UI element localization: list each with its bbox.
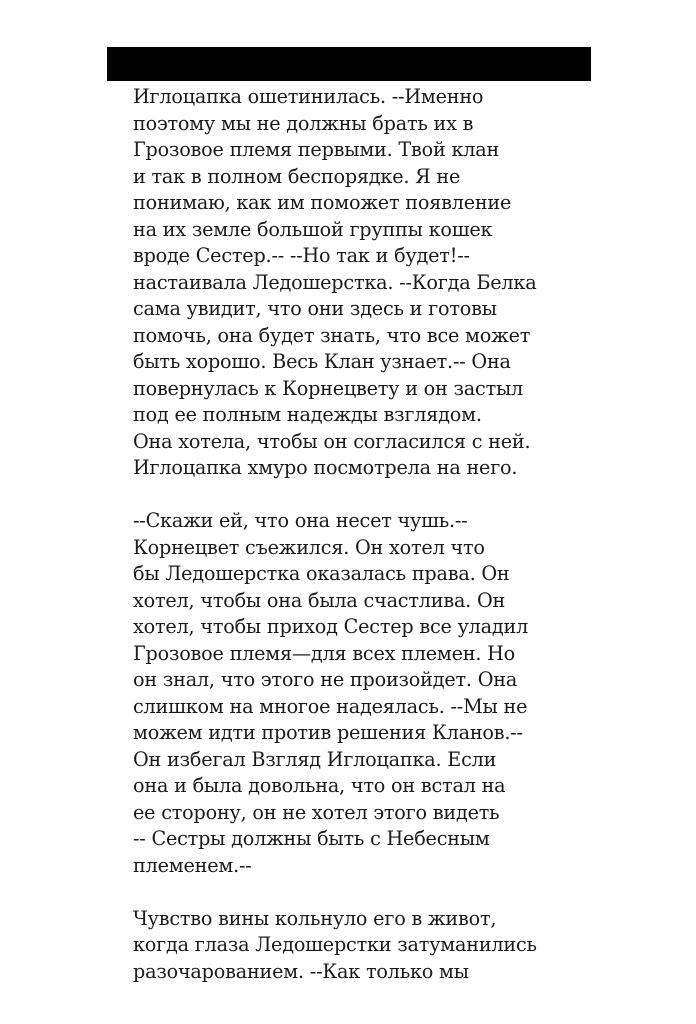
text-line: разочарованием. --Как только мы (133, 959, 469, 983)
text-line: ее сторону, он не хотел этого видеть (133, 800, 500, 824)
paragraph-1 (133, 84, 563, 482)
redaction-bar (107, 47, 591, 81)
text-line: Грозовое племя первыми. Твой клан (133, 138, 500, 161)
text-line: он знал, что этого не произойдет. Она (133, 668, 518, 691)
text-line: племенем.-- (133, 853, 252, 877)
text-line: и так в полном беспорядке. Я не (133, 164, 461, 188)
text-line: бы Ледошерстка оказалась права. Он (133, 562, 510, 585)
text-line: слишком на многое надеялась. --Мы не (133, 694, 528, 718)
document-body (133, 84, 563, 985)
text-line: --Скажи ей, что она несет чушь.-- (133, 509, 468, 532)
paragraph-2 (133, 508, 563, 879)
text-line: на их земле большой группы кошек (133, 217, 493, 241)
text-line: Иглоцапка хмуро посмотрела на него. (133, 456, 518, 479)
text-line: Чувство вины кольнуло его в живот, (133, 906, 497, 930)
text-line: Иглоцапка ошетинилась. --Именно (133, 85, 484, 108)
text-line: можем идти против решения Кланов.-- (133, 721, 523, 744)
text-line: она и была довольна, что он встал на (133, 774, 506, 797)
text-line: хотел, чтобы она была счастлива. Он (133, 588, 506, 612)
text-line: понимаю, как им поможет появление (133, 191, 512, 214)
text-line: поэтому мы не должны брать их в (133, 111, 474, 135)
text-line: под ее полным надежды взглядом. (133, 403, 482, 426)
text-line: помочь, она будет знать, что все может (133, 323, 531, 347)
text-line: когда глаза Ледошерстки затуманились (133, 933, 537, 956)
text-line: быть хорошо. Весь Клан узнает.-- Она (133, 350, 511, 373)
text-line: повернулась к Корнецвету и он застыл (133, 376, 524, 400)
text-line: Он избегал Взгляд Иглоцапка. Если (133, 747, 497, 771)
text-line: хотел, чтобы приход Сестер все уладил (133, 615, 529, 638)
text-line: сама увидит, что они здесь и готовы (133, 297, 497, 320)
text-line: настаивала Ледошерстка. --Когда Белка (133, 270, 537, 294)
text-line: вроде Сестер.-- --Но так и будет!-- (133, 244, 470, 267)
text-line: Она хотела, чтобы он согласился с ней. (133, 429, 531, 453)
text-line: Корнецвет съежился. Он хотел что (133, 535, 485, 559)
text-line: -- Сестры должны быть с Небесным (133, 827, 490, 850)
text-line: Грозовое племя—для всех племен. Но (133, 641, 516, 665)
paragraph-3 (133, 906, 563, 986)
